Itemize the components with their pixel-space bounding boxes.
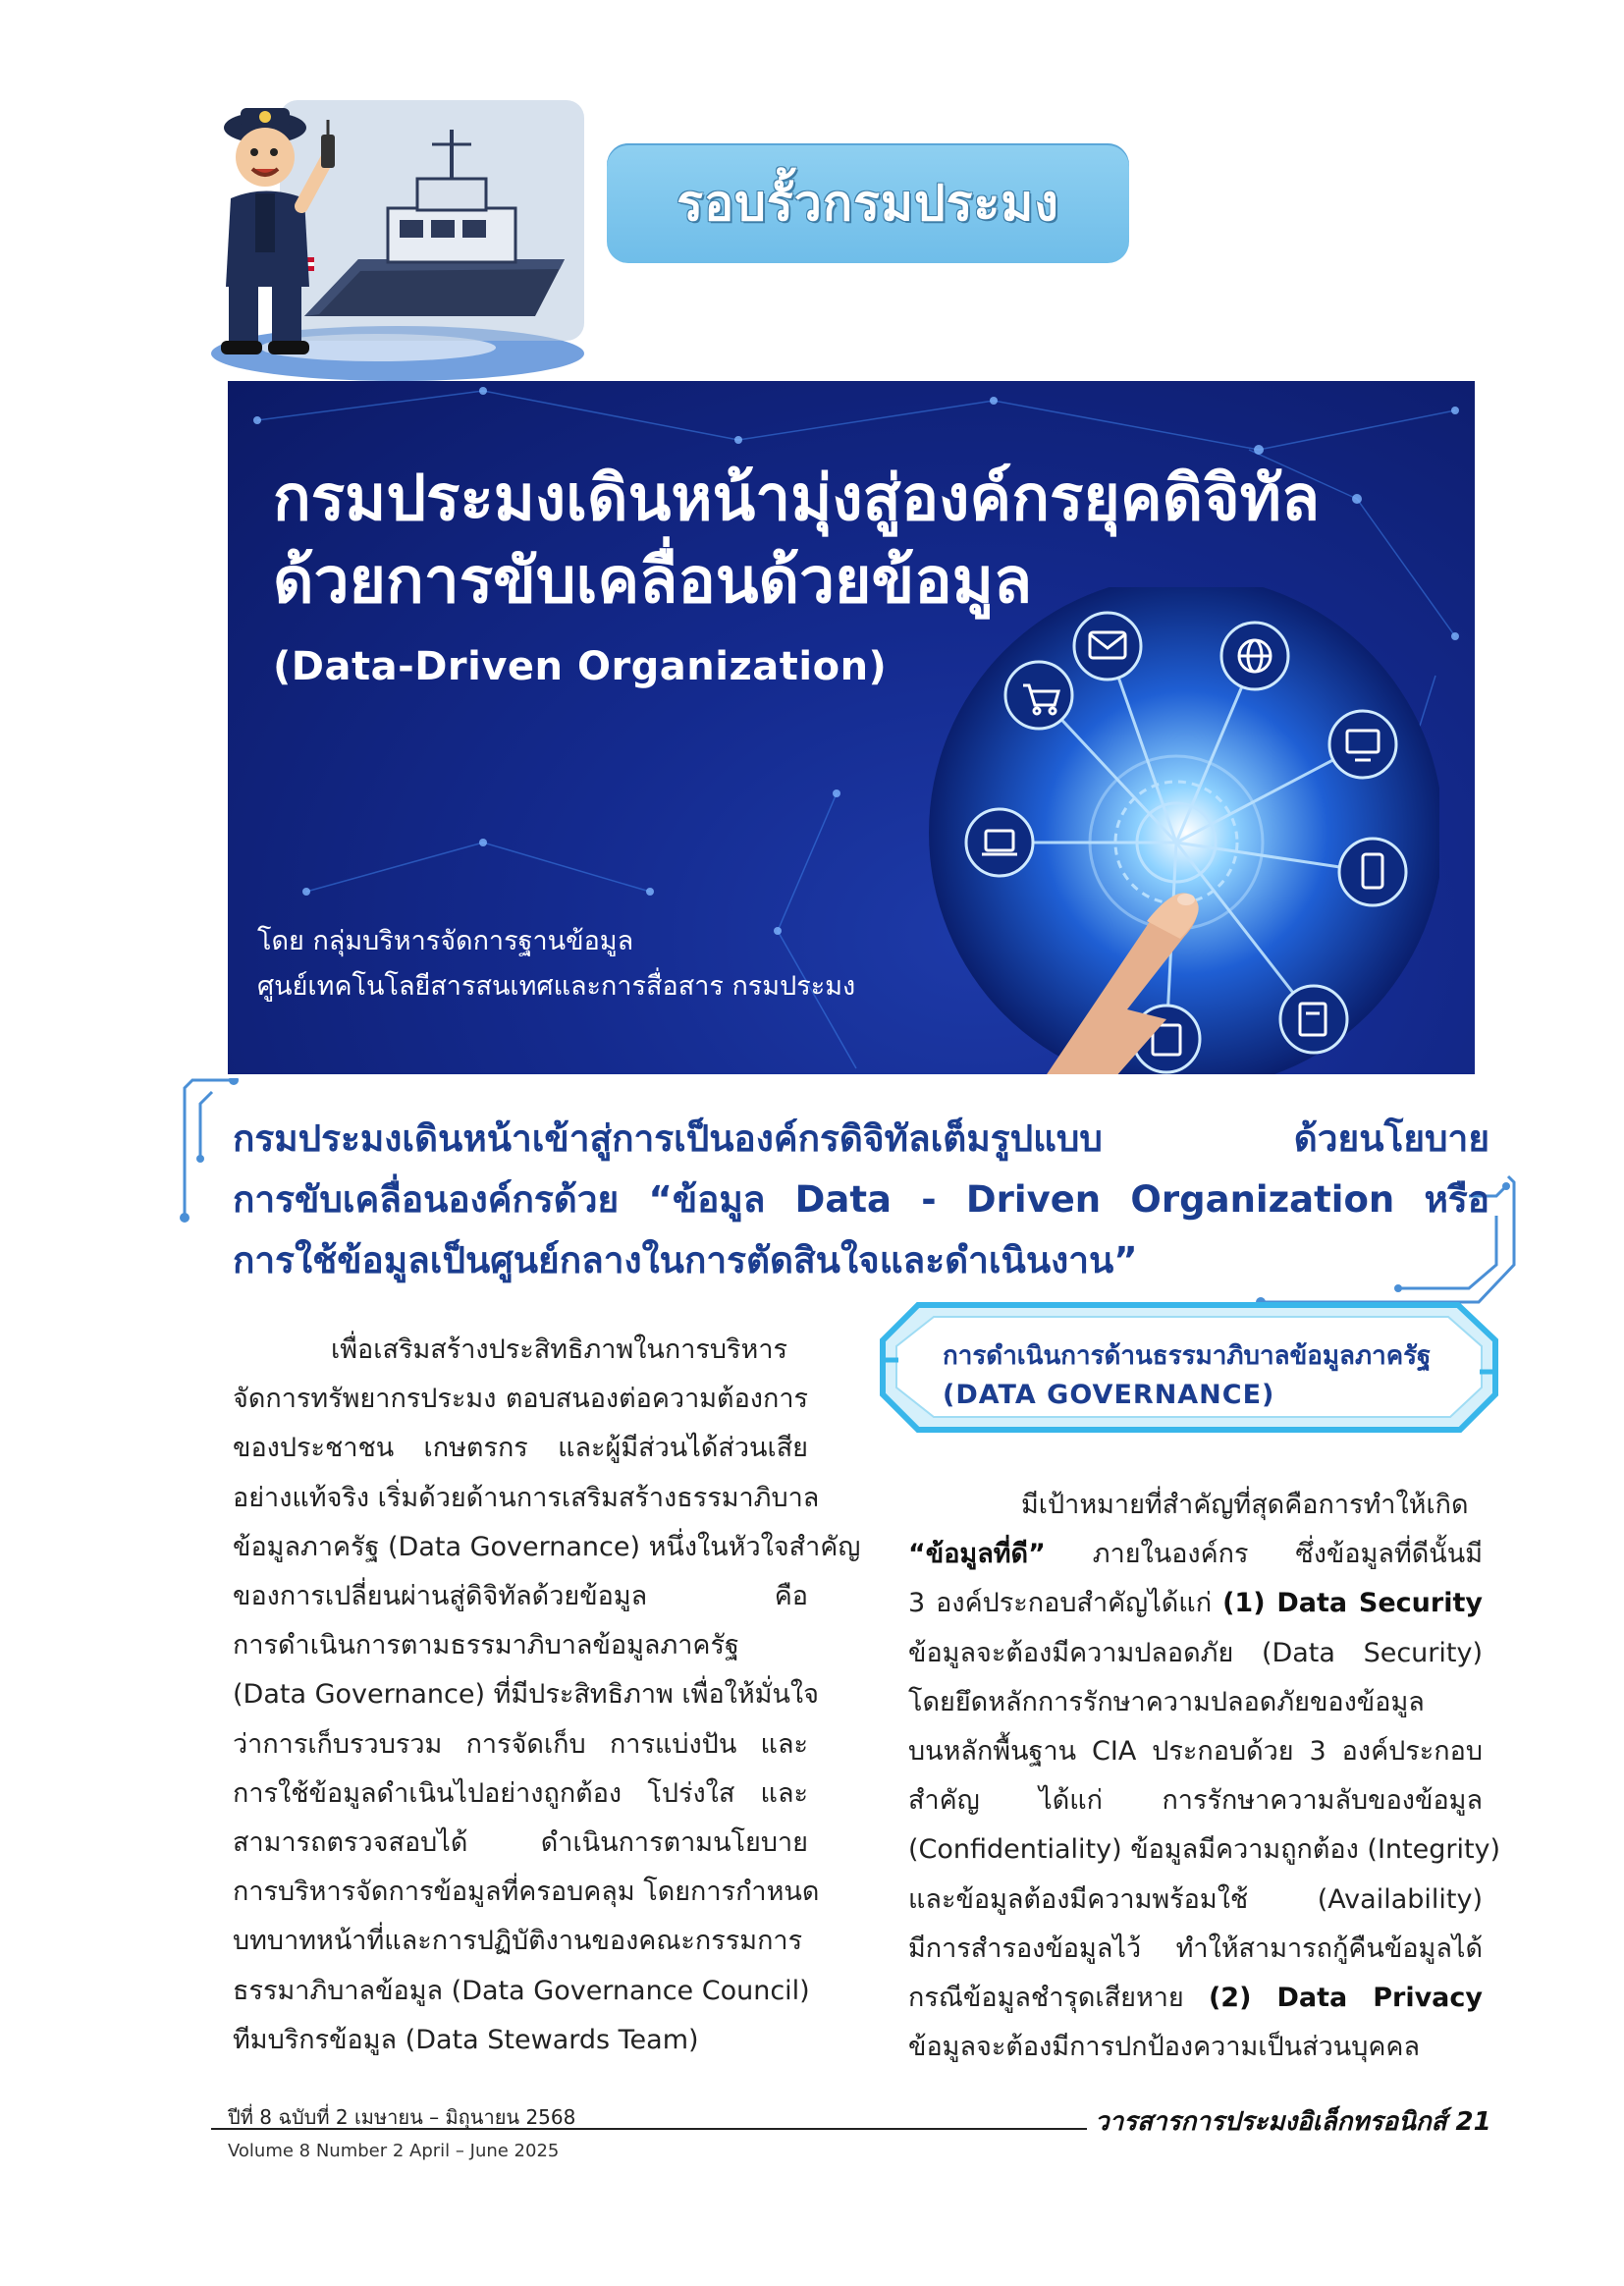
banner-title-line-1: กรมประมงเดินหน้ามุ่งสู่องค์กรยุคดิจิทัล	[273, 463, 1321, 535]
body-line: (Data Governance) ที่มีประสิทธิภาพ เพื่อให้มั่นใจ	[233, 1679, 819, 1711]
body-line: การใช้ข้อมูลดำเนินไปอย่างถูกต้อง โปร่งใส และ	[233, 1777, 808, 1809]
body-line: ข้อมูลจะต้องมีความปลอดภัย (Data Security)	[908, 1637, 1483, 1668]
body-line: ว่าการเก็บรวบรวม การจัดเก็บ การแบ่งปัน และ	[233, 1728, 808, 1760]
body-line: การบริหารจัดการข้อมูลที่ครอบคลุม โดยการกำหนด	[233, 1877, 820, 1908]
section-tag-label: รอบรั้วกรมประมง	[677, 174, 1059, 232]
lead-line-2: การขับเคลื่อนองค์กรด้วย “ข้อมูล Data - Driven Organization หรือ	[233, 1178, 1489, 1221]
body-line: บทบาทหน้าที่และการปฏิบัติงานของคณะกรรมการ	[233, 1926, 803, 1957]
body-line: อย่างแท้จริง เริ่มด้วยด้านการเสริมสร้างธรรมาภิบาล	[233, 1482, 820, 1513]
body-line: ทีมบริกรข้อมูล (Data Stewards Team)	[233, 2024, 699, 2055]
subheading-text	[943, 1335, 1473, 1410]
body-line: โดยยึดหลักการรักษาความปลอดภัยของข้อมูล	[908, 1686, 1425, 1717]
lead-line-3: การใช้ข้อมูลเป็นศูนย์กลางในการตัดสินใจและดำเนินงาน”	[233, 1239, 1138, 1281]
body-line: บนหลักพื้นฐาน CIA ประกอบด้วย 3 องค์ประกอบ	[908, 1736, 1483, 1768]
body-line: การดำเนินการตามธรรมาภิบาลข้อมูลภาครัฐ	[233, 1630, 739, 1661]
body-line: จัดการทรัพยากรประมง ตอบสนองต่อความต้องการ	[233, 1384, 808, 1415]
lead-line-1: กรมประมงเดินหน้าเข้าสู่การเป็นองค์กรดิจิทัลเต็มรูปแบบ ด้วยนโยบาย	[233, 1117, 1489, 1160]
emphasis-data-privacy: (2) Data Privacy	[1208, 1983, 1484, 2014]
mascot-boat-illustration	[211, 90, 594, 385]
emphasis-data-security: (1) Data Security	[1222, 1588, 1483, 1619]
banner-credit-author: โดย กลุ่มบริหารจัดการฐานข้อมูล	[257, 926, 634, 956]
body-line: สามารถตรวจสอบได้ ดำเนินการตามนโยบาย	[233, 1827, 808, 1859]
body-line: มีเป้าหมายที่สำคัญที่สุดคือการทำให้เกิด	[1021, 1490, 1469, 1520]
body-line: สำคัญ ได้แก่ การรักษาความลับของข้อมูล	[908, 1785, 1483, 1817]
body-text: กรณีข้อมูลชำรุดเสียหาย	[908, 1983, 1209, 2014]
body-line	[908, 1530, 1483, 1579]
banner-title-line-2: ด้วยการขับเคลื่อนด้วยข้อมูล	[273, 545, 1033, 618]
footer-issue-english: Volume 8 Number 2 April – June 2025	[228, 2141, 560, 2161]
footer-issue-thai: ปีที่ 8 ฉบับที่ 2 เมษายน – มิถุนายน 2568	[228, 2105, 576, 2129]
body-line: (Confidentiality) ข้อมูลมีความถูกต้อง (Integrity)	[908, 1834, 1501, 1866]
body-line: ของประชาชน เกษตรกร และผู้มีส่วนได้ส่วนเสีย	[233, 1433, 808, 1464]
digital-globe-illustration	[921, 587, 1439, 1074]
body-line	[908, 1974, 1483, 2023]
body-line: และข้อมูลต้องมีความพร้อมใช้ (Availability)	[908, 1883, 1483, 1915]
right-column	[908, 1481, 1501, 2072]
body-line: ข้อมูลจะต้องมีการปกป้องความเป็นส่วนบุคคล	[908, 2032, 1421, 2063]
emphasis-good-data: “ข้อมูลที่ดี”	[908, 1539, 1046, 1570]
body-line: ของการเปลี่ยนผ่านสู่ดิจิทัลด้วยข้อมูล คือ	[233, 1581, 808, 1612]
banner-subtitle: (Data-Driven Organization)	[273, 644, 888, 689]
footer-journal-title: วารสารการประมงอิเล็กทรอนิกส์ 21	[1095, 2107, 1491, 2137]
body-line: เพื่อเสริมสร้างประสิทธิภาพในการบริหาร	[331, 1334, 787, 1365]
body-line: ข้อมูลภาครัฐ (Data Governance) หนึ่งในหัวใจสำคัญ	[233, 1531, 861, 1562]
body-text: 3 องค์ประกอบสำคัญได้แก่	[908, 1588, 1223, 1619]
body-line: มีการสำรองข้อมูลไว้ ทำให้สามารถกู้คืนข้อมูลได้	[908, 1932, 1483, 1964]
subheading-line-2: (DATA GOVERNANCE)	[943, 1380, 1275, 1410]
subheading-line-1: การดำเนินการด้านธรรมาภิบาลข้อมูลภาครัฐ	[943, 1341, 1432, 1371]
banner-credit-department: ศูนย์เทคโนโลยีสารสนเทศและการสื่อสาร กรมประมง	[257, 971, 856, 1002]
footer-rule	[211, 2128, 1087, 2130]
left-column	[233, 1326, 861, 2065]
hero-banner	[228, 381, 1475, 1074]
body-line	[908, 1579, 1483, 1628]
body-text: ภายในองค์กร ซึ่งข้อมูลที่ดีนั้นมี	[1045, 1539, 1483, 1570]
section-tag	[607, 143, 1129, 263]
body-line: ธรรมาภิบาลข้อมูล (Data Governance Council)	[233, 1975, 810, 2006]
